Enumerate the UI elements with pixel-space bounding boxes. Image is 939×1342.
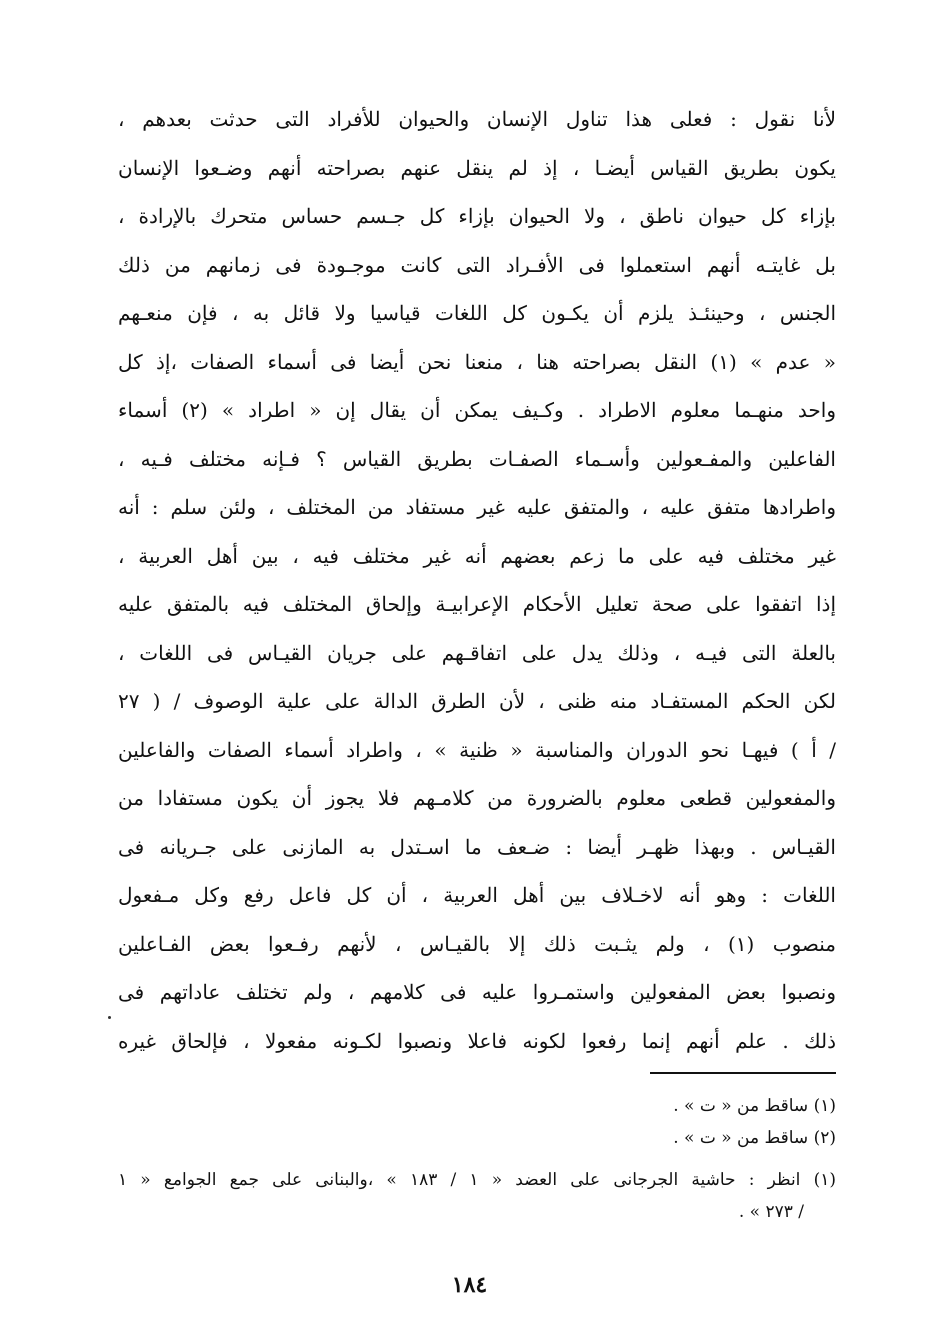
scan-speck (108, 1016, 111, 1019)
text-line: اللغات : وهو أنه لاخـلاف بين أهل العربية ، أن كل فاعل رفع وكل مـفعول (118, 883, 836, 907)
text-line: بالعلة التى فيـه ، وذلك يدل على اتفاقـهم على جريان القيـاس فى اللغات ، (118, 640, 836, 665)
text-line: القيـاس . وبهذا ظهـر أيضا : ضـعف ما اسـتدل به المازنى على جـريانه فى (118, 834, 836, 859)
footnote-2: (٢) ساقط من « ت » . (673, 1128, 836, 1148)
text-line: « عدم » (١) النقل بصراحته هنا ، منعنا نحن أيضا فى أسماء الصفات ،إذ كل (118, 349, 836, 374)
text-line: بإزاء كل حيوان ناطق ، ولا الحيوان بإزاء كل جـسم حساس متحرك بالإرادة ، (118, 204, 836, 228)
text-line: ذلك . علم أنهم إنما رفعوا لكونه فاعلا ونصبوا لكـونه مفعولا ، فإلحاق غيره (118, 1028, 836, 1053)
text-line: والمفعولين قطعى معلوم بالضرورة من كلامـهم فلا يجوز أن يكون مستفادا من (118, 786, 836, 810)
text-line: يكون بطريق القياس أيضـا ، إذ لم ينقل عنهم بصراحته أنهم وضـعوا الإنسان (118, 155, 836, 180)
footnote-1: (١) ساقط من « ت » . (673, 1096, 836, 1116)
text-line: الجنس ، وحينئـذ يلزم أن يكـون كل اللغات قياسيا ولا قائل به ، فإن منعـهم (118, 301, 836, 325)
footnote-3-line-2: / ٢٧٣ » . (738, 1202, 804, 1222)
text-line: لأنا نقول : فعلى هذا تناول الإنسان والحيوان للأفراد التى حدثت بعدهم ، (118, 107, 836, 131)
text-line: لكن الحكم المستفـاد منه ظنى ، لأن الطرق الدالة على علية الوصوف / ( ٢٧ (118, 689, 836, 713)
text-line: ونصبوا بعض المفعولين واستمـروا عليه فى كلامهم ، ولم تختلف عاداتهم فى (118, 980, 836, 1004)
main-text-block (118, 95, 836, 1065)
text-line: إذا اتفقوا على صحة تعليل الأحكام الإعرابيـة وإلحاق المختلف فيه بالمتفق عليه (118, 592, 836, 616)
footnote-3-line-1: (١) انظر : حاشية الجرجانى على العضد « ١ / ١٨٣ » ،والبنانى على جمع الجوامع « ١ (118, 1170, 836, 1190)
footnote-separator (650, 1072, 836, 1074)
text-line: / أ ) فيهـا نحو الدوران والمناسبة « ظنية » ، واطراد أسماء الصفات والفاعلين (118, 737, 836, 762)
text-line: بل غايتـه أنهم استعملوا فى الأفـراد التى كانت موجـودة فى زمانهم من ذلك (118, 252, 836, 277)
text-line: الفاعلين والمفـعولين وأسـماء الصفـات بطريق القياس ؟ فـإنه مختلف فـيه ، (118, 446, 836, 471)
page-number: ١٨٤ (451, 1272, 488, 1298)
footnote-gap (118, 1154, 836, 1164)
text-line: غير مختلف فيه على ما زعم بعضهم أنه غير مختلف فيه ، بين أهل العربية ، (118, 543, 836, 568)
text-line: واحد منهـما معلوم الاطراد . وكـيف يمكن أن يقال إن « اطراد » (٢) أسماء (118, 398, 836, 422)
footnotes-block (118, 1090, 836, 1228)
text-line: واطرادها متفق عليه ، والمتفق عليه غير مستفاد من المختلف ، ولئن سلم : أنه (118, 495, 836, 519)
text-line: منصوب (١) ، ولم يثـبت ذلك إلا بالقيـاس ، لأنهم رفـعوا بعض الفـاعلين (118, 931, 836, 956)
